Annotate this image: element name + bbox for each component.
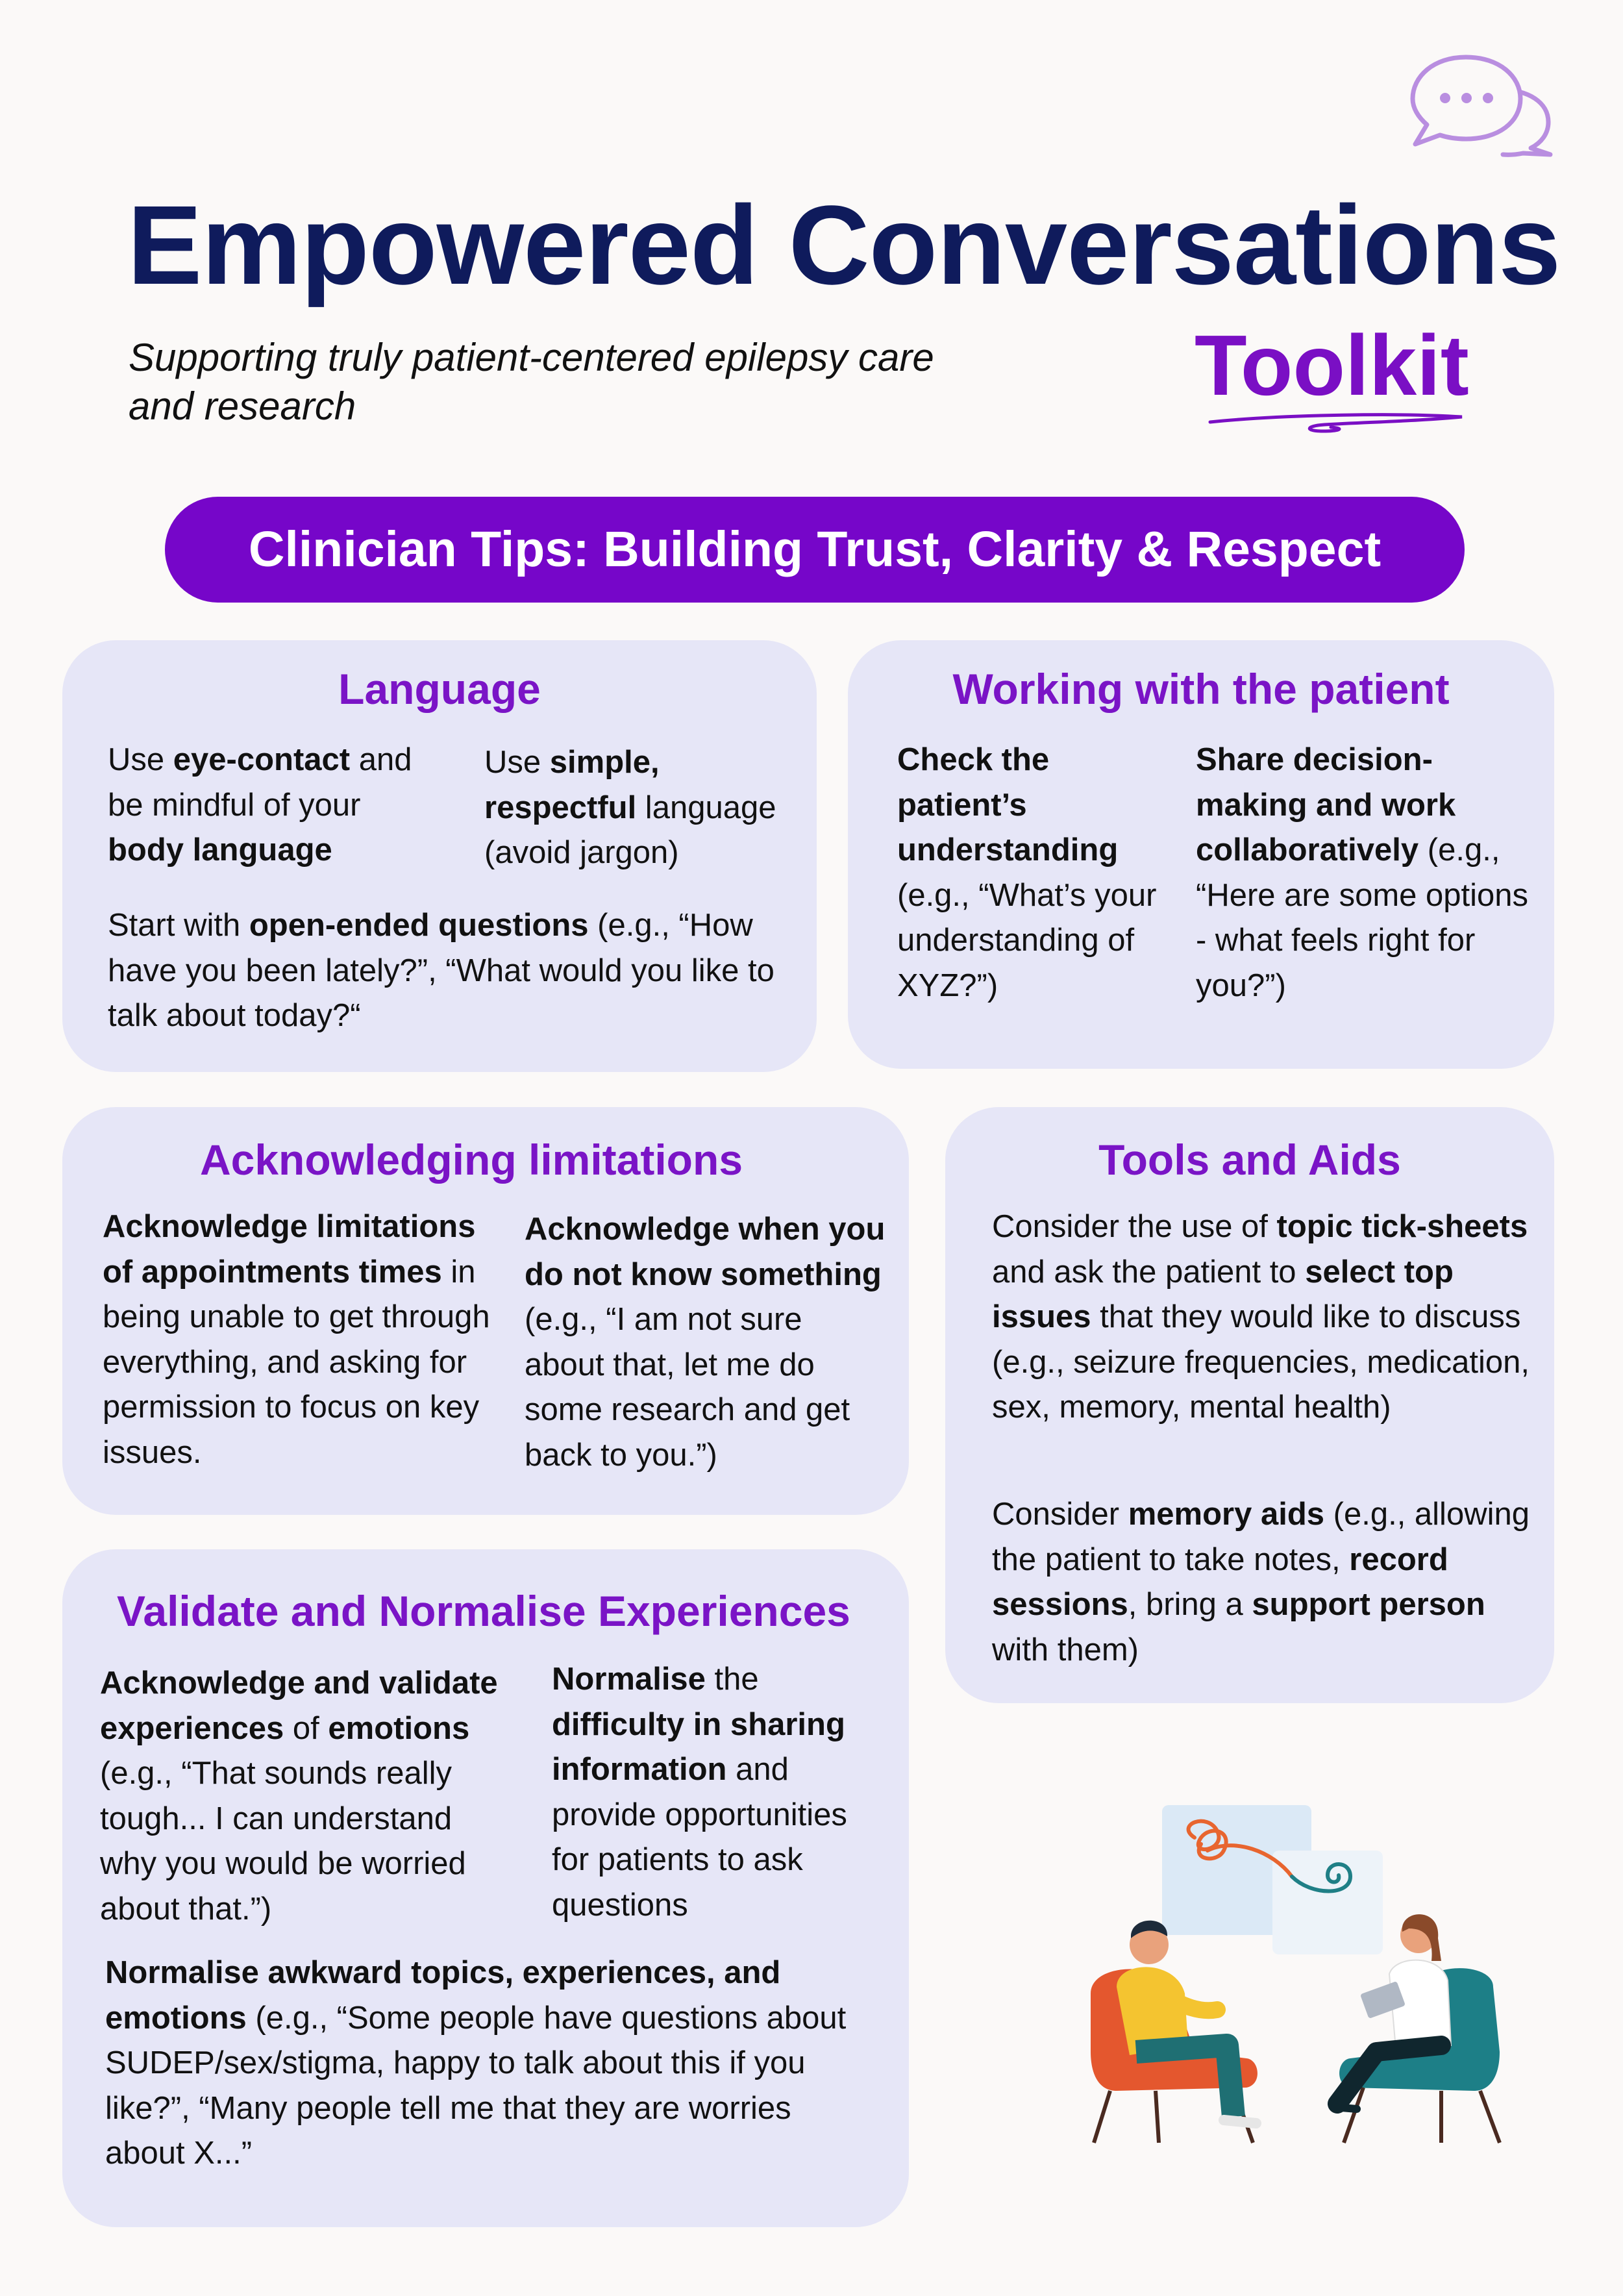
tools-tick-sheets-tip: Consider the use of topic tick-sheets and ask the patient to select top issues that they would like to discuss (e.g., seizure frequencies, medication, sex, memory, mental health): [992, 1209, 1530, 1425]
working-check-understanding-tip: Check the patient’s understanding (e.g., “What’s your understanding of XYZ?”): [897, 742, 1157, 1003]
normalise-awkward-topics-tip: Normalise awkward topics, experiences, and emotions (e.g., “Some people have questions about SUDEP/sex/stigma, happy to talk about this if you like?”, “Many people tell me that they are worries about X...”: [105, 1955, 847, 2171]
language-open-questions-tip: Start with open-ended questions (e.g., “How have you been lately?”, “What would you like to talk about today?“: [108, 908, 774, 1033]
toolkit-label: Toolkit: [1195, 318, 1469, 413]
card-title: Acknowledging limitations: [199, 1136, 743, 1184]
working-shared-decision-tip: Share decision-making and work collaboratively (e.g., “Here are some options - what feels right for you?”): [1196, 742, 1529, 1003]
squiggle-underline-icon: [1208, 409, 1480, 442]
validate-emotions-tip: Acknowledge and validate experiences of emotions (e.g., “That sounds really tough... I can understand why you would be worried about that.”): [100, 1666, 498, 1927]
chat-bubbles-icon: [1402, 51, 1558, 161]
page-title: Empowered Conversations: [127, 182, 1561, 308]
card-title: Working with the patient: [952, 665, 1450, 713]
card-validate-normalise: [62, 1549, 909, 2227]
acknowledge-appointment-limits-tip: Acknowledge limitations of appointments times in being unable to get through everything, and asking for permission to focus on key issues.: [103, 1209, 490, 1470]
banner-label: Clinician Tips: Building Trust, Clarity & Respect: [248, 521, 1381, 577]
language-eye-contact-tip: Use eye-contact and be mindful of your body language: [108, 742, 412, 867]
card-working-with-patient: [848, 640, 1554, 1069]
normalise-difficulty-tip: Normalise the difficulty in sharing information and provide opportunities for patients to ask questions: [552, 1662, 847, 1923]
card-title: Tools and Aids: [1098, 1136, 1401, 1184]
clinician-patient-conversation-icon: [1078, 1799, 1519, 2149]
card-tools-and-aids: [945, 1107, 1554, 1703]
page-subtitle: Supporting truly patient-centered epilepsy care and research: [129, 336, 934, 428]
tools-memory-aids-tip: Consider memory aids (e.g., allowing the patient to take notes, record sessions, bring a support person with them): [992, 1497, 1530, 1667]
card-title: Language: [338, 665, 541, 713]
card-title: Validate and Normalise Experiences: [117, 1587, 850, 1635]
section-banner: [165, 497, 1465, 603]
card-language: [62, 640, 817, 1072]
acknowledge-not-knowing-tip: Acknowledge when you do not know something (e.g., “I am not sure about that, let me do some research and get back to you.”): [525, 1212, 886, 1473]
language-simple-tip: Use simple, respectful language (avoid jargon): [484, 745, 776, 870]
card-acknowledging-limitations: [62, 1107, 909, 1515]
